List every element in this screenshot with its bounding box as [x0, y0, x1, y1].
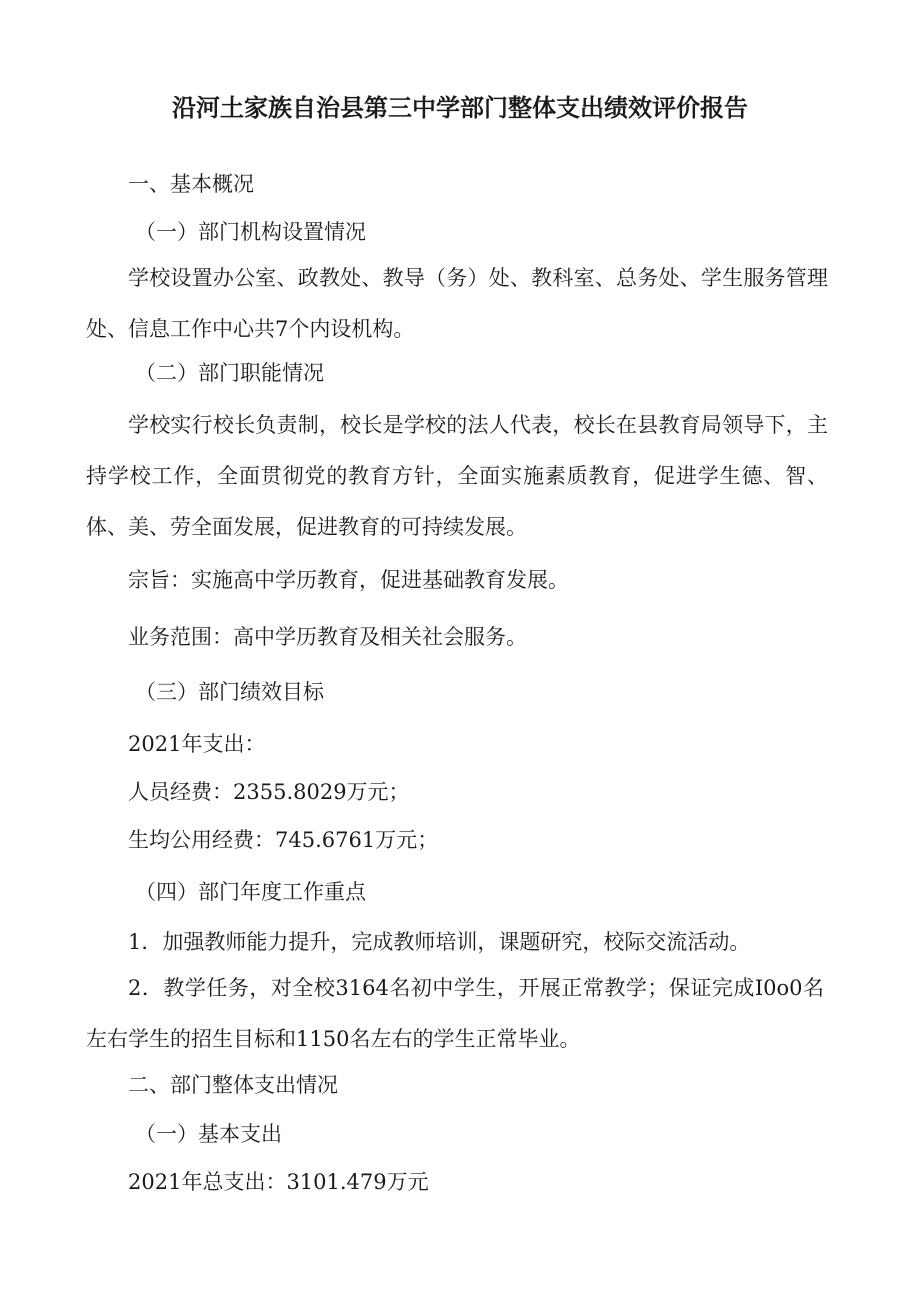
report-title: 沿河土家族自治县第三中学部门整体支出绩效评价报告 [172, 94, 748, 122]
business-scope-line: 业务范围：高中学历教育及相关社会服务。 [128, 625, 527, 649]
personnel-expense-line: 人员经费：2355.8029万元； [128, 780, 410, 804]
org-setup-paragraph: 学校设置办公室、政教处、教导（务）处、教科室、总务处、学生服务管理处、信息工作中心共7个内设机构。 [86, 266, 828, 341]
public-expense-line: 生均公用经费：745.6761万元； [128, 828, 439, 852]
expense-2021-label: 2021年支出： [128, 732, 266, 756]
functions-paragraph: 学校实行校长负责制，校长是学校的法人代表，校长在县教育局领导下，主持学校工作，全面贯彻党的教育方针，全面实施素质教育，促进学生德、智、体、美、劳全面发展，促进教育的可持续发展。 [86, 413, 828, 539]
section-overall-expenditure-heading: 二、部门整体支出情况 [128, 1073, 338, 1097]
subsection-functions-heading: （二）部门职能情况 [135, 361, 324, 385]
subsection-performance-goals-heading: （三）部门绩效目标 [135, 680, 324, 704]
total-expenditure-line: 2021年总支出：3101.479万元 [128, 1170, 429, 1194]
section-basic-overview-heading: 一、基本概况 [128, 172, 254, 196]
subsection-org-setup-heading: （一）部门机构设置情况 [135, 220, 366, 244]
work-priority-item-2: 2．教学任务，对全校3164名初中学生，开展正常教学；保证完成I0o0名左右学生的招生目标和1150名左右的学生正常毕业。 [86, 976, 824, 1051]
subsection-basic-expenditure-heading: （一）基本支出 [135, 1122, 282, 1146]
purpose-line: 宗旨：实施高中学历教育，促进基础教育发展。 [128, 568, 569, 592]
subsection-work-priorities-heading: （四）部门年度工作重点 [135, 880, 366, 904]
work-priority-item-1: 1．加强教师能力提升，完成教师培训，课题研究，校际交流活动。 [128, 930, 751, 954]
